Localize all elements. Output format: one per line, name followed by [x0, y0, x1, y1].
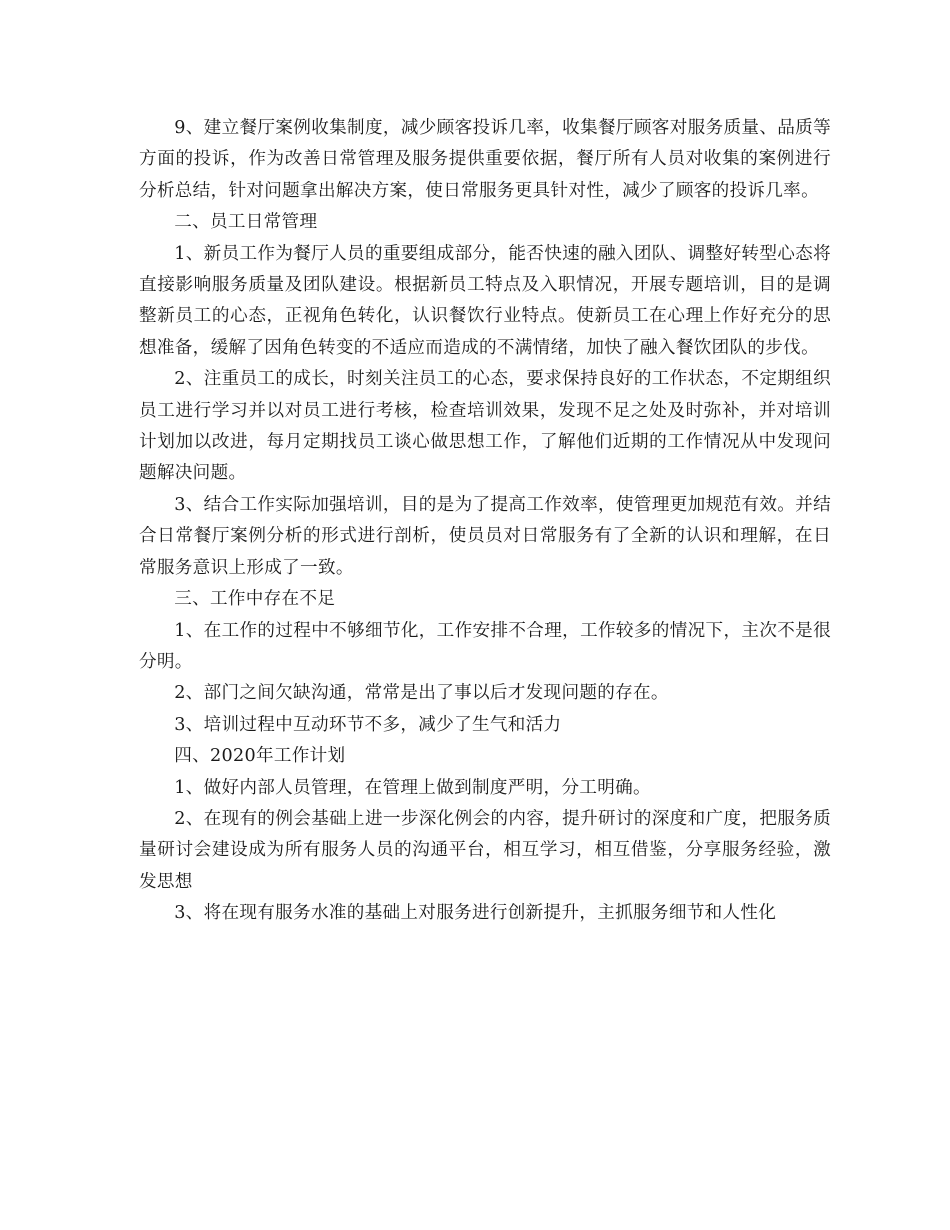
paragraph-plan-2: 2、在现有的例会基础上进一步深化例会的内容，提升研讨的深度和广度，把服务质量研讨会建设成为所有服务人员的沟通平台，相互学习，相互借鉴，分享服务经验，激发思想 — [139, 808, 831, 892]
paragraph-shortcoming-3: 3、培训过程中互动环节不多，减少了生气和活力 — [174, 714, 562, 735]
paragraph-plan-3: 3、将在现有服务水准的基础上对服务进行创新提升，主抓服务细节和人性化 — [174, 903, 777, 924]
paragraph-shortcoming-2: 2、部门之间欠缺沟通，常常是出了事以后才发现问题的存在。 — [174, 683, 669, 704]
document-body — [139, 113, 831, 930]
paragraph-new-staff: 1、新员工作为餐厅人员的重要组成部分，能否快速的融入团队、调整好转型心态将直接影响服务质量及团队建设。根据新员工特点及入职情况，开展专题培训，目的是调整新员工的心态，正视角色转化，认识餐饮行业特点。使新员工在心理上作好充分的思想准备，缓解了因角色转变的不适应而造成的不满情绪，加快了融入餐饮团队的步伐。 — [139, 243, 831, 358]
paragraph-shortcoming-1: 1、在工作的过程中不够细节化，工作安排不合理，工作较多的情况下，主次不是很分明。 — [139, 620, 831, 672]
heading-staff-management: 二、员工日常管理 — [174, 212, 318, 233]
paragraph-training: 3、结合工作实际加强培训，目的是为了提高工作效率，使管理更加规范有效。并结合日常餐厅案例分析的形式进行剖析，使员员对日常服务有了全新的认识和理解，在日常服务意识上形成了一致。 — [139, 494, 831, 578]
paragraph-case-collection: 9、建立餐厅案例收集制度，减少顾客投诉几率，收集餐厅顾客对服务质量、品质等方面的投诉，作为改善日常管理及服务提供重要依据，餐厅所有人员对收集的案例进行分析总结，针对问题拿出解决方案，使日常服务更具针对性，减少了顾客的投诉几率。 — [139, 118, 831, 201]
heading-work-plan: 四、2020年工作计划 — [174, 746, 346, 767]
paragraph-plan-1: 1、做好内部人员管理，在管理上做到制度严明，分工明确。 — [174, 777, 651, 798]
paragraph-staff-growth: 2、注重员工的成长，时刻关注员工的心态，要求保持良好的工作状态，不定期组织员工进行学习并以对员工进行考核，检查培训效果，发现不足之处及时弥补，并对培训计划加以改进，每月定期找员工谈心做思想工作，了解他们近期的工作情况从中发现问题解决问题。 — [139, 369, 831, 484]
heading-shortcomings: 三、工作中存在不足 — [174, 589, 336, 610]
